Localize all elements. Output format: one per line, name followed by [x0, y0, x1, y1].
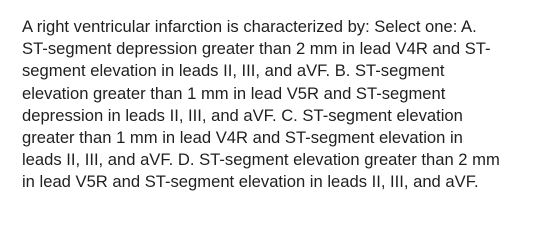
question-text	[22, 16, 542, 194]
question-text-line: greater than 1 mm in lead V4R and ST-segment elevation in	[22, 128, 463, 148]
question-text-line: leads II, III, and aVF. D. ST-segment elevation greater than 2 mm	[22, 150, 500, 170]
question-text-line: elevation greater than 1 mm in lead V5R and ST-segment	[22, 83, 446, 103]
question-text-line: segment elevation in leads II, III, and aVF. B. ST-segment	[22, 61, 445, 81]
question-text-line: depression in leads II, III, and aVF. C. ST-segment elevation	[22, 105, 463, 125]
question-text-line: A right ventricular infarction is characterized by: Select one: A.	[22, 17, 477, 36]
question-text-line: in lead V5R and ST-segment elevation in leads II, III, and aVF.	[22, 172, 479, 192]
question-text-line: ST-segment depression greater than 2 mm in lead V4R and ST-	[22, 39, 491, 59]
